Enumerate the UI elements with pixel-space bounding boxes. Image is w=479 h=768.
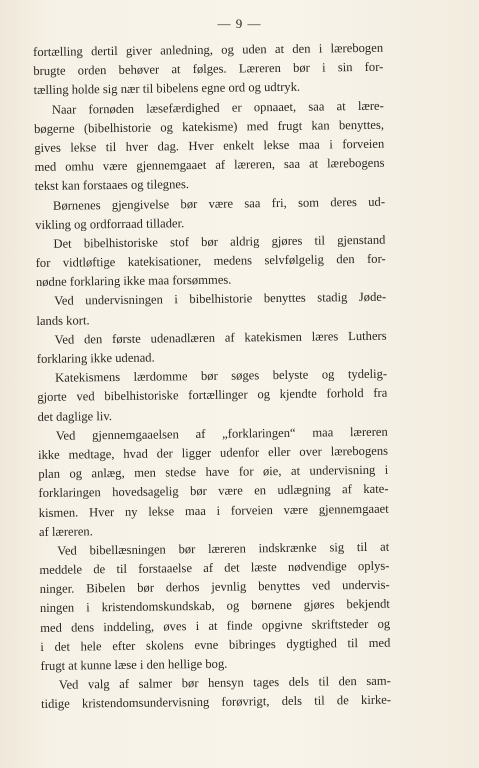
text-line: meddele de til forstaaelse af det læste nødvendige oplys- xyxy=(39,558,390,578)
text-line: tidige kristendomsundervisning forøvrigt, dels til de kirke- xyxy=(40,693,392,712)
text-line: gjorte ved bibelhistoriske fortællinger og kjendte forhold fra xyxy=(37,386,388,405)
text-line: bøgerne (bibelhistorie og katekisme) med frugt kan benyttes, xyxy=(33,117,385,136)
text-line: nødne forklaring ikke maa forsømmes. xyxy=(35,272,232,290)
text-line: forklaring ikke udenad. xyxy=(36,350,155,366)
text-line: ninger. Bibelen bør derhos jevnlig benyttes ved undervis- xyxy=(39,577,390,597)
text-line: det daglige liv. xyxy=(37,408,113,424)
text-line: for vidtløftige katekisationer, medens selvfølgelig den for- xyxy=(35,251,386,271)
text-line: Børnenes gjengivelse bør være saa fri, som deres ud- xyxy=(52,194,386,213)
text-line: vikling og ordforraad tillader. xyxy=(35,215,185,232)
text-line: i det hele efter skolens evne bibringes dygtighed til med xyxy=(40,635,391,654)
text-line: tælling holde sig nær til bibelens egne ord og udtryk. xyxy=(33,80,301,98)
text-line: Naar fornøden læsefærdighed er opnaaet, saa at lære- xyxy=(51,98,384,117)
text-line: brugte orden behøver at følges. Læreren bør i sin for- xyxy=(33,59,384,79)
body-text xyxy=(33,39,391,715)
text-line: Ved bibellæsningen bør læreren indskrænke sig til at xyxy=(57,539,390,558)
text-line: med dens inddeling, øves i at finde opgivne skriftsteder og xyxy=(40,616,391,635)
text-line: Det bibelhistoriske stof bør aldrig gjøres til gjenstand xyxy=(53,232,386,251)
text-line: fortælling dertil giver anledning, og uden at den i lærebogen xyxy=(33,40,384,59)
text-line: frugt at kunne læse i den hellige bog. xyxy=(40,656,228,673)
text-line: ningen i kristendomskundskab, og børnene gjøres bekjendt xyxy=(39,597,390,616)
text-line: Katekismens lærdomme bør søges belyste og tydelig- xyxy=(55,366,388,385)
text-line: med omhu være gjennemgaaet af læreren, saa at lærebogens xyxy=(34,155,385,175)
text-line: Ved undervisningen i bibelhistorie benyttes stadig Jøde- xyxy=(54,290,387,309)
text-line: Ved gjennemgaaelsen af „forklaringen“ maa læreren xyxy=(55,424,388,443)
text-line: plan og anlæg, men stedse have for øie, at undervisning i xyxy=(38,462,389,482)
text-line: tekst kan forstaaes og tilegnes. xyxy=(34,177,190,194)
text-line: Ved den første udenadlæren af katekismen læres Luthers xyxy=(54,328,387,347)
text-line: gives lekse til hver dag. Hver enkelt lekse maa i forveien xyxy=(34,136,385,155)
text-line: lands kort. xyxy=(36,312,90,328)
text-line: Ved valg af salmer bør hensyn tages dels til den sam- xyxy=(58,673,391,692)
page-number: — 9 — xyxy=(217,16,262,31)
text-line: kismen. Hver ny lekse maa i forveien være gjennemgaaet xyxy=(38,501,389,520)
text-line: ikke medtage, hvad der ligger udenfor eller over lærebogens xyxy=(37,443,389,462)
text-line: af læreren. xyxy=(38,523,93,539)
text-line: forklaringen hovedsagelig bør være en udlægning af kate- xyxy=(38,482,389,501)
